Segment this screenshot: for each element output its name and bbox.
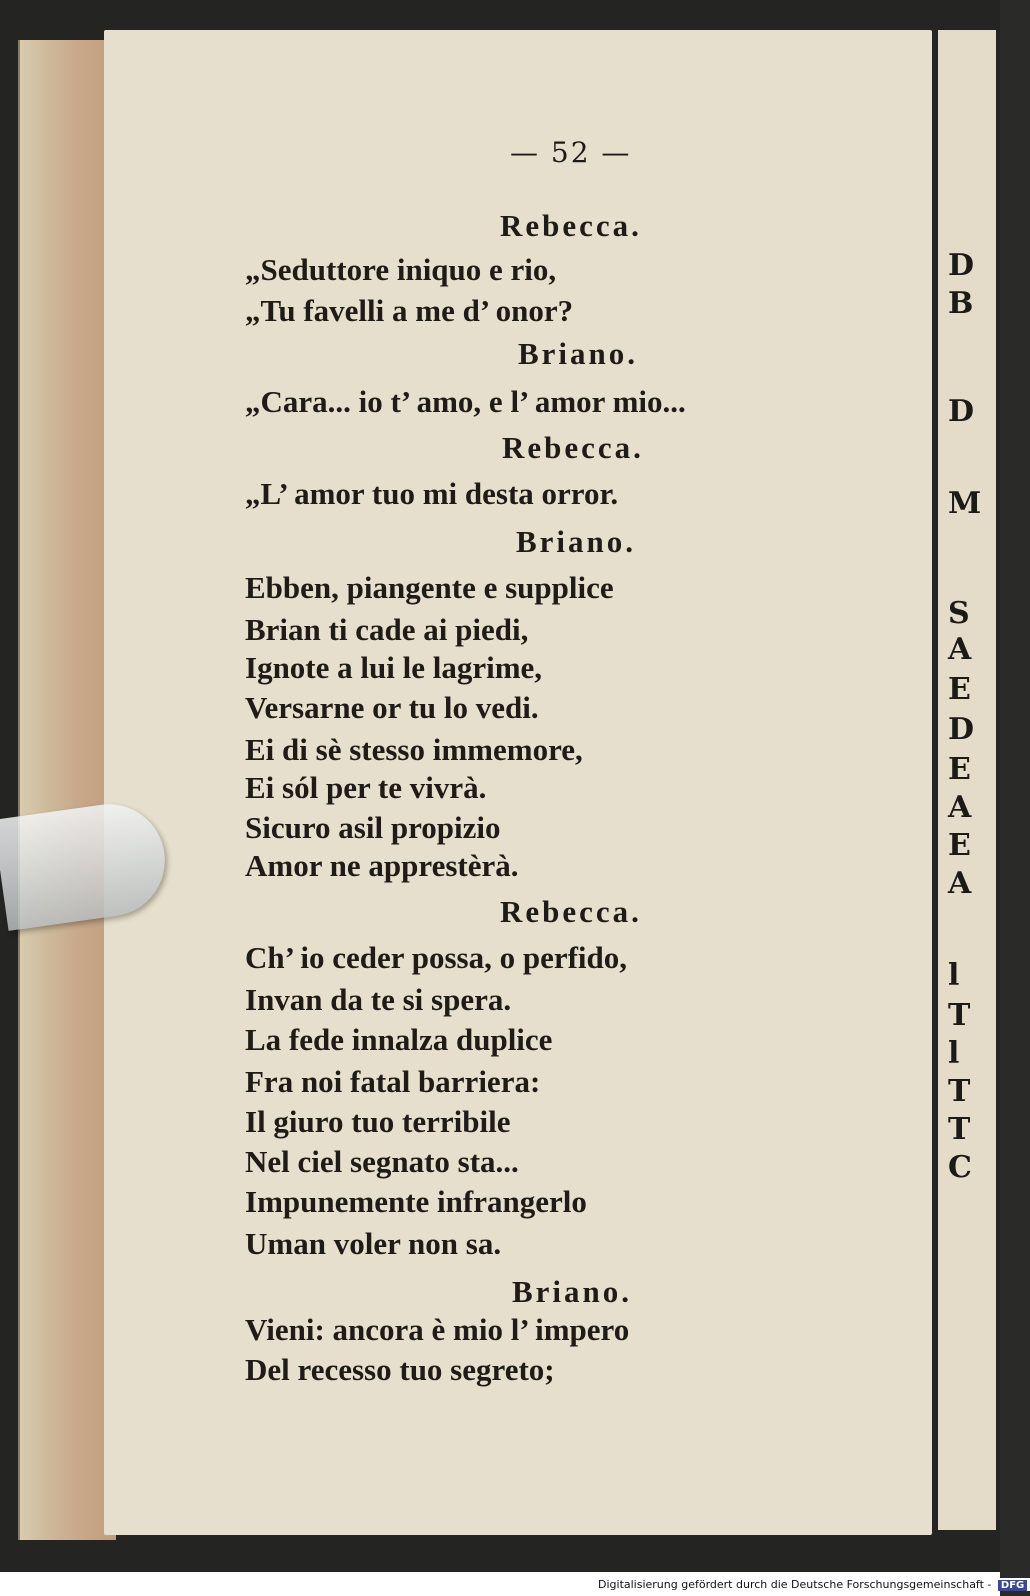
speaker-name: Rebecca. [500, 894, 642, 929]
speaker-name: Briano. [516, 524, 637, 559]
facing-page-glyph: T [948, 1074, 971, 1109]
verse-line: Ch’ io ceder possa, o perfido, [245, 940, 628, 975]
verse-line: „L’ amor tuo mi desta orror. [245, 476, 619, 511]
verse-line: Brian ti cade ai piedi, [245, 612, 529, 647]
page-edge [18, 40, 116, 1540]
verse-line: Ignote a lui le lagrime, [245, 650, 543, 685]
footer-credit-text: Digitalisierung gefördert durch die Deutsche Forschungsgemeinschaft - [598, 1578, 992, 1591]
verse-line: Ei sól per te vivrà. [245, 770, 487, 805]
facing-page-glyph: M [948, 486, 982, 521]
facing-page-glyph: T [948, 998, 971, 1033]
facing-page-glyph: B [948, 286, 974, 321]
verse-line: Invan da te si spera. [245, 982, 512, 1017]
verse-line: Ebben, piangente e supplice [245, 570, 614, 605]
speaker-name: Briano. [512, 1274, 633, 1309]
facing-page-glyph: T [948, 1112, 971, 1147]
facing-page-glyph: A [948, 866, 972, 901]
facing-page-glyph: A [948, 632, 972, 667]
facing-page-glyph: D [948, 394, 975, 429]
verse-line: Ei di sè stesso immemore, [245, 732, 583, 767]
facing-page-glyph: l [948, 1036, 960, 1071]
speaker-name: Briano. [518, 336, 639, 371]
verse-line: Del recesso tuo segreto; [245, 1352, 555, 1387]
verse-line: „Tu favelli a me d’ onor? [245, 293, 574, 328]
verse-line: Sicuro asil propizio [245, 810, 501, 845]
speaker-name: Rebecca. [502, 430, 644, 465]
facing-page-glyph: l [948, 958, 960, 993]
verse-line: Amor ne apprestèrà. [245, 848, 519, 883]
facing-page-glyph: S [948, 596, 970, 631]
facing-page-glyph: E [948, 752, 971, 787]
verse-line: Versarne or tu lo vedi. [245, 690, 539, 725]
verse-line: Vieni: ancora è mio l’ impero [245, 1312, 630, 1347]
facing-page-glyph: E [948, 672, 971, 707]
page-number: — 52 — [510, 136, 632, 169]
verse-line: Nel ciel segnato sta... [245, 1144, 519, 1179]
verse-line: „Seduttore iniquo e rio, [245, 252, 557, 287]
verse-line: La fede innalza duplice [245, 1022, 553, 1057]
dfg-logo: DFG [998, 1580, 1027, 1591]
facing-page-glyph: E [948, 828, 971, 863]
footer-credit [595, 1578, 1030, 1591]
facing-page-glyph: D [948, 712, 975, 747]
facing-page-glyph: D [948, 248, 975, 283]
verse-line: Uman voler non sa. [245, 1226, 502, 1261]
verse-line: Fra noi fatal barriera: [245, 1064, 541, 1099]
verse-line: Il giuro tuo terribile [245, 1104, 511, 1139]
facing-page-glyph: C [948, 1150, 972, 1185]
verse-line: Impunemente infrangerlo [245, 1184, 587, 1219]
speaker-name: Rebecca. [500, 208, 642, 243]
facing-page-glyph: A [948, 790, 972, 825]
verse-line: „Cara... io t’ amo, e l’ amor mio... [245, 384, 686, 419]
